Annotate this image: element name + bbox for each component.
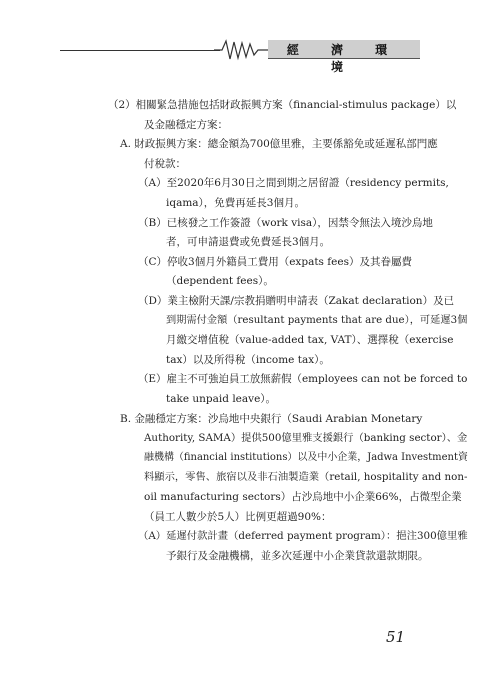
body-line: 予銀行及金融機構，並多次延遲中小企業貸款還款期限。 xyxy=(166,549,429,562)
body-line: （D）業主檢附天課/宗教捐贈明申請表（Zakat declaration）及已 xyxy=(138,295,455,307)
body-line: 付稅款： xyxy=(144,157,186,170)
section-header-box xyxy=(268,40,420,74)
body-line: （E）雇主不可強迫員工放無薪假（employees can not be forced to xyxy=(138,373,468,386)
body-line: （A）延遲付款計畫（deferred payment program）：挹注300億里雅 xyxy=(138,530,468,543)
page-number: 51 xyxy=(386,628,406,646)
body-line: （2）相關緊急措施包括財政振興方案（financial-stimulus package）以 xyxy=(108,99,457,111)
body-line: 月繳交增值稅（value-added tax, VAT）、選擇稅（exercise xyxy=(166,334,454,347)
body-line: A. 財政振興方案：總金額為700億里雅，主要係豁免或延遲私部門應 xyxy=(120,138,438,151)
body-line: take unpaid leave）。 xyxy=(166,393,277,405)
body-line: （A）至2020年6月30日之間到期之居留證（residency permits, xyxy=(138,177,449,190)
body-line: 者，可申請退費或免費延長3個月。 xyxy=(166,236,331,249)
body-line: （B）已核發之工作簽證（work visa），因禁令無法入境沙烏地 xyxy=(138,216,433,229)
body-line: 融機構（financial institutions）以及中小企業，Jadwa Investment資 xyxy=(144,451,468,463)
heartbeat-wave-icon xyxy=(214,38,270,62)
body-line: Authority, SAMA）提供500億里雅支援銀行（banking sector）、金 xyxy=(144,432,468,445)
body-line: B. 金融穩定方案：沙烏地中央銀行（Saudi Arabian Monetary xyxy=(120,412,423,425)
body-line: （員工人數少於5人）比例更超過90%： xyxy=(144,510,332,523)
body-line: （dependent fees）。 xyxy=(166,275,274,288)
body-line: tax）以及所得稅（income tax）。 xyxy=(166,353,330,366)
body-line: 到期需付金額（resultant payments that are due），可延遲3個 xyxy=(166,314,468,326)
header-rule xyxy=(60,50,220,51)
body-line: 及金融穩定方案： xyxy=(144,118,228,131)
body-line: iqama），免費再延長3個月。 xyxy=(166,197,305,209)
section-title: 經 濟 環 境 xyxy=(286,43,402,74)
body-line: （C）停收3個月外籍員工費用（expats fees）及其眷屬費 xyxy=(138,255,412,268)
body-line: oil manufacturing sectors）占沙烏地中小企業66%，占微型企業 xyxy=(144,491,462,503)
body-line: 料顯示，零售、旅宿以及非石油製造業（retail, hospitality and non- xyxy=(144,471,468,484)
